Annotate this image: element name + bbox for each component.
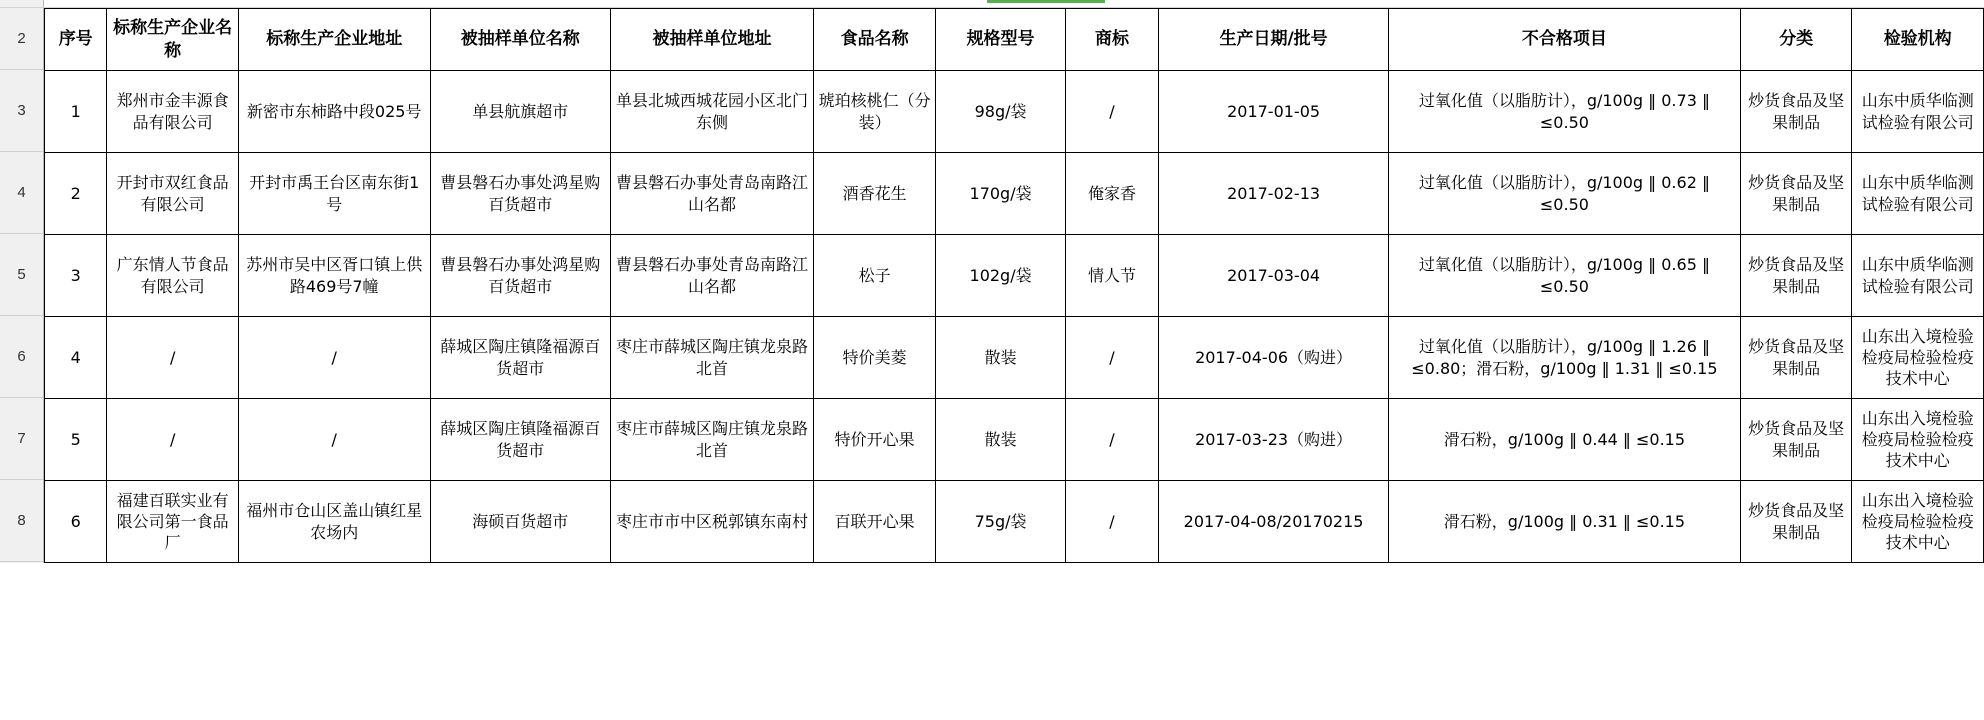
column-header-no[interactable]: 序号: [45, 9, 107, 71]
cell-spec[interactable]: 170g/袋: [936, 153, 1065, 235]
row-header-cell[interactable]: 4: [0, 152, 43, 234]
cell-sampled-address[interactable]: 枣庄市薛城区陶庄镇龙泉路北首: [611, 399, 814, 481]
column-header-producer-address[interactable]: 标称生产企业地址: [238, 9, 430, 71]
column-header-category[interactable]: 分类: [1740, 9, 1851, 71]
cell-production-date[interactable]: 2017-04-06（购进）: [1159, 317, 1389, 399]
row-header-cell[interactable]: 3: [0, 70, 43, 152]
column-header-production-date[interactable]: 生产日期/批号: [1159, 9, 1389, 71]
cell-inspection-agency[interactable]: 山东出入境检验检疫局检验检疫技术中心: [1852, 399, 1984, 481]
cell-category[interactable]: 炒货食品及坚果制品: [1740, 153, 1851, 235]
cell-sampled-unit[interactable]: 海硕百货超市: [430, 481, 611, 563]
cell-producer-address[interactable]: 新密市东柿路中段025号: [238, 71, 430, 153]
cell-food-name[interactable]: 琥珀核桃仁（分装）: [813, 71, 936, 153]
cell-producer-address[interactable]: /: [238, 399, 430, 481]
cell-brand[interactable]: /: [1065, 481, 1159, 563]
cell-producer-name[interactable]: 开封市双红食品有限公司: [107, 153, 238, 235]
column-header-brand[interactable]: 商标: [1065, 9, 1159, 71]
inspection-results-table: [44, 8, 1984, 563]
cell-food-name[interactable]: 松子: [813, 235, 936, 317]
cell-producer-address[interactable]: /: [238, 317, 430, 399]
cell-inspection-agency[interactable]: 山东中质华临测试检验有限公司: [1852, 153, 1984, 235]
cell-category[interactable]: 炒货食品及坚果制品: [1740, 71, 1851, 153]
cell-failed-item[interactable]: 滑石粉，g/100g ‖ 0.31 ‖ ≤0.15: [1388, 481, 1740, 563]
cell-producer-name[interactable]: 福建百联实业有限公司第一食品厂: [107, 481, 238, 563]
cell-production-date[interactable]: 2017-03-04: [1159, 235, 1389, 317]
cell-producer-address[interactable]: 开封市禹王台区南东街1号: [238, 153, 430, 235]
cell-production-date[interactable]: 2017-01-05: [1159, 71, 1389, 153]
cell-spec[interactable]: 散装: [936, 399, 1065, 481]
cell-production-date[interactable]: 2017-04-08/20170215: [1159, 481, 1389, 563]
partial-row-above: [0, 0, 1984, 8]
cell-brand[interactable]: 情人节: [1065, 235, 1159, 317]
cell-inspection-agency[interactable]: 山东中质华临测试检验有限公司: [1852, 235, 1984, 317]
column-header-producer-name[interactable]: 标称生产企业名称: [107, 9, 238, 71]
row-header-cell[interactable]: 2: [0, 8, 43, 70]
cell-brand[interactable]: /: [1065, 317, 1159, 399]
cell-no[interactable]: 3: [45, 235, 107, 317]
cell-spec[interactable]: 75g/袋: [936, 481, 1065, 563]
table-row[interactable]: [45, 399, 1984, 481]
column-header-inspection-agency[interactable]: 检验机构: [1852, 9, 1984, 71]
cell-failed-item[interactable]: 过氧化值（以脂肪计），g/100g ‖ 0.73 ‖ ≤0.50: [1388, 71, 1740, 153]
row-header-cell[interactable]: 8: [0, 480, 43, 562]
cell-inspection-agency[interactable]: 山东出入境检验检疫局检验检疫技术中心: [1852, 317, 1984, 399]
table-header-row: [45, 9, 1984, 71]
table-row[interactable]: [45, 153, 1984, 235]
column-header-food-name[interactable]: 食品名称: [813, 9, 936, 71]
column-header-sampled-address[interactable]: 被抽样单位地址: [611, 9, 814, 71]
column-header-spec[interactable]: 规格型号: [936, 9, 1065, 71]
table-row[interactable]: [45, 317, 1984, 399]
cell-failed-item[interactable]: 过氧化值（以脂肪计），g/100g ‖ 0.62 ‖ ≤0.50: [1388, 153, 1740, 235]
cell-food-name[interactable]: 特价开心果: [813, 399, 936, 481]
cell-production-date[interactable]: 2017-02-13: [1159, 153, 1389, 235]
cell-failed-item[interactable]: 过氧化值（以脂肪计），g/100g ‖ 1.26 ‖ ≤0.80；滑石粉，g/100g ‖ 1.31 ‖ ≤0.15: [1388, 317, 1740, 399]
cell-category[interactable]: 炒货食品及坚果制品: [1740, 399, 1851, 481]
cell-brand[interactable]: /: [1065, 399, 1159, 481]
cell-spec[interactable]: 98g/袋: [936, 71, 1065, 153]
cell-producer-address[interactable]: 福州市仓山区盖山镇红星农场内: [238, 481, 430, 563]
cell-sampled-address[interactable]: 单县北城西城花园小区北门东侧: [611, 71, 814, 153]
cell-no[interactable]: 2: [45, 153, 107, 235]
cell-category[interactable]: 炒货食品及坚果制品: [1740, 317, 1851, 399]
cell-producer-name[interactable]: /: [107, 317, 238, 399]
cell-sampled-address[interactable]: 枣庄市薛城区陶庄镇龙泉路北首: [611, 317, 814, 399]
cell-sampled-address[interactable]: 枣庄市市中区税郭镇东南村: [611, 481, 814, 563]
cell-spec[interactable]: 散装: [936, 317, 1065, 399]
cell-sampled-unit[interactable]: 薛城区陶庄镇隆福源百货超市: [430, 317, 611, 399]
cell-sampled-address[interactable]: 曹县磐石办事处青岛南路江山名都: [611, 235, 814, 317]
cell-no[interactable]: 5: [45, 399, 107, 481]
row-header-cell[interactable]: 7: [0, 398, 43, 480]
row-header-partial: [0, 0, 44, 7]
cell-brand[interactable]: /: [1065, 71, 1159, 153]
cell-sampled-unit[interactable]: 曹县磐石办事处鸿星购百货超市: [430, 235, 611, 317]
cell-producer-name[interactable]: /: [107, 399, 238, 481]
row-header-cell[interactable]: 5: [0, 234, 43, 316]
table-row[interactable]: [45, 235, 1984, 317]
cell-no[interactable]: 6: [45, 481, 107, 563]
sheet-grid: [0, 8, 1984, 563]
cell-sampled-unit[interactable]: 单县航旗超市: [430, 71, 611, 153]
cell-sampled-unit[interactable]: 薛城区陶庄镇隆福源百货超市: [430, 399, 611, 481]
cell-category[interactable]: 炒货食品及坚果制品: [1740, 235, 1851, 317]
cell-production-date[interactable]: 2017-03-23（购进）: [1159, 399, 1389, 481]
cell-spec[interactable]: 102g/袋: [936, 235, 1065, 317]
cell-failed-item[interactable]: 过氧化值（以脂肪计），g/100g ‖ 0.65 ‖ ≤0.50: [1388, 235, 1740, 317]
cell-inspection-agency[interactable]: 山东中质华临测试检验有限公司: [1852, 71, 1984, 153]
cell-producer-address[interactable]: 苏州市吴中区胥口镇上供路469号7幢: [238, 235, 430, 317]
cell-producer-name[interactable]: 广东情人节食品有限公司: [107, 235, 238, 317]
cell-sampled-address[interactable]: 曹县磐石办事处青岛南路江山名都: [611, 153, 814, 235]
partial-row-cells: [44, 0, 1984, 7]
selection-highlight-marker: [987, 0, 1105, 3]
cell-inspection-agency[interactable]: 山东出入境检验检疫局检验检疫技术中心: [1852, 481, 1984, 563]
cell-category[interactable]: 炒货食品及坚果制品: [1740, 481, 1851, 563]
cell-no[interactable]: 1: [45, 71, 107, 153]
column-header-failed-item[interactable]: 不合格项目: [1388, 9, 1740, 71]
cell-no[interactable]: 4: [45, 317, 107, 399]
row-header-cell[interactable]: 6: [0, 316, 43, 398]
cell-food-name[interactable]: 酒香花生: [813, 153, 936, 235]
cell-food-name[interactable]: 特价美菱: [813, 317, 936, 399]
row-header-column: [0, 8, 44, 563]
table-row[interactable]: [45, 71, 1984, 153]
cell-brand[interactable]: 俺家香: [1065, 153, 1159, 235]
cell-failed-item[interactable]: 滑石粉，g/100g ‖ 0.44 ‖ ≤0.15: [1388, 399, 1740, 481]
table-row[interactable]: [45, 481, 1984, 563]
cell-food-name[interactable]: 百联开心果: [813, 481, 936, 563]
cell-sampled-unit[interactable]: 曹县磐石办事处鸿星购百货超市: [430, 153, 611, 235]
column-header-sampled-unit[interactable]: 被抽样单位名称: [430, 9, 611, 71]
cell-producer-name[interactable]: 郑州市金丰源食品有限公司: [107, 71, 238, 153]
